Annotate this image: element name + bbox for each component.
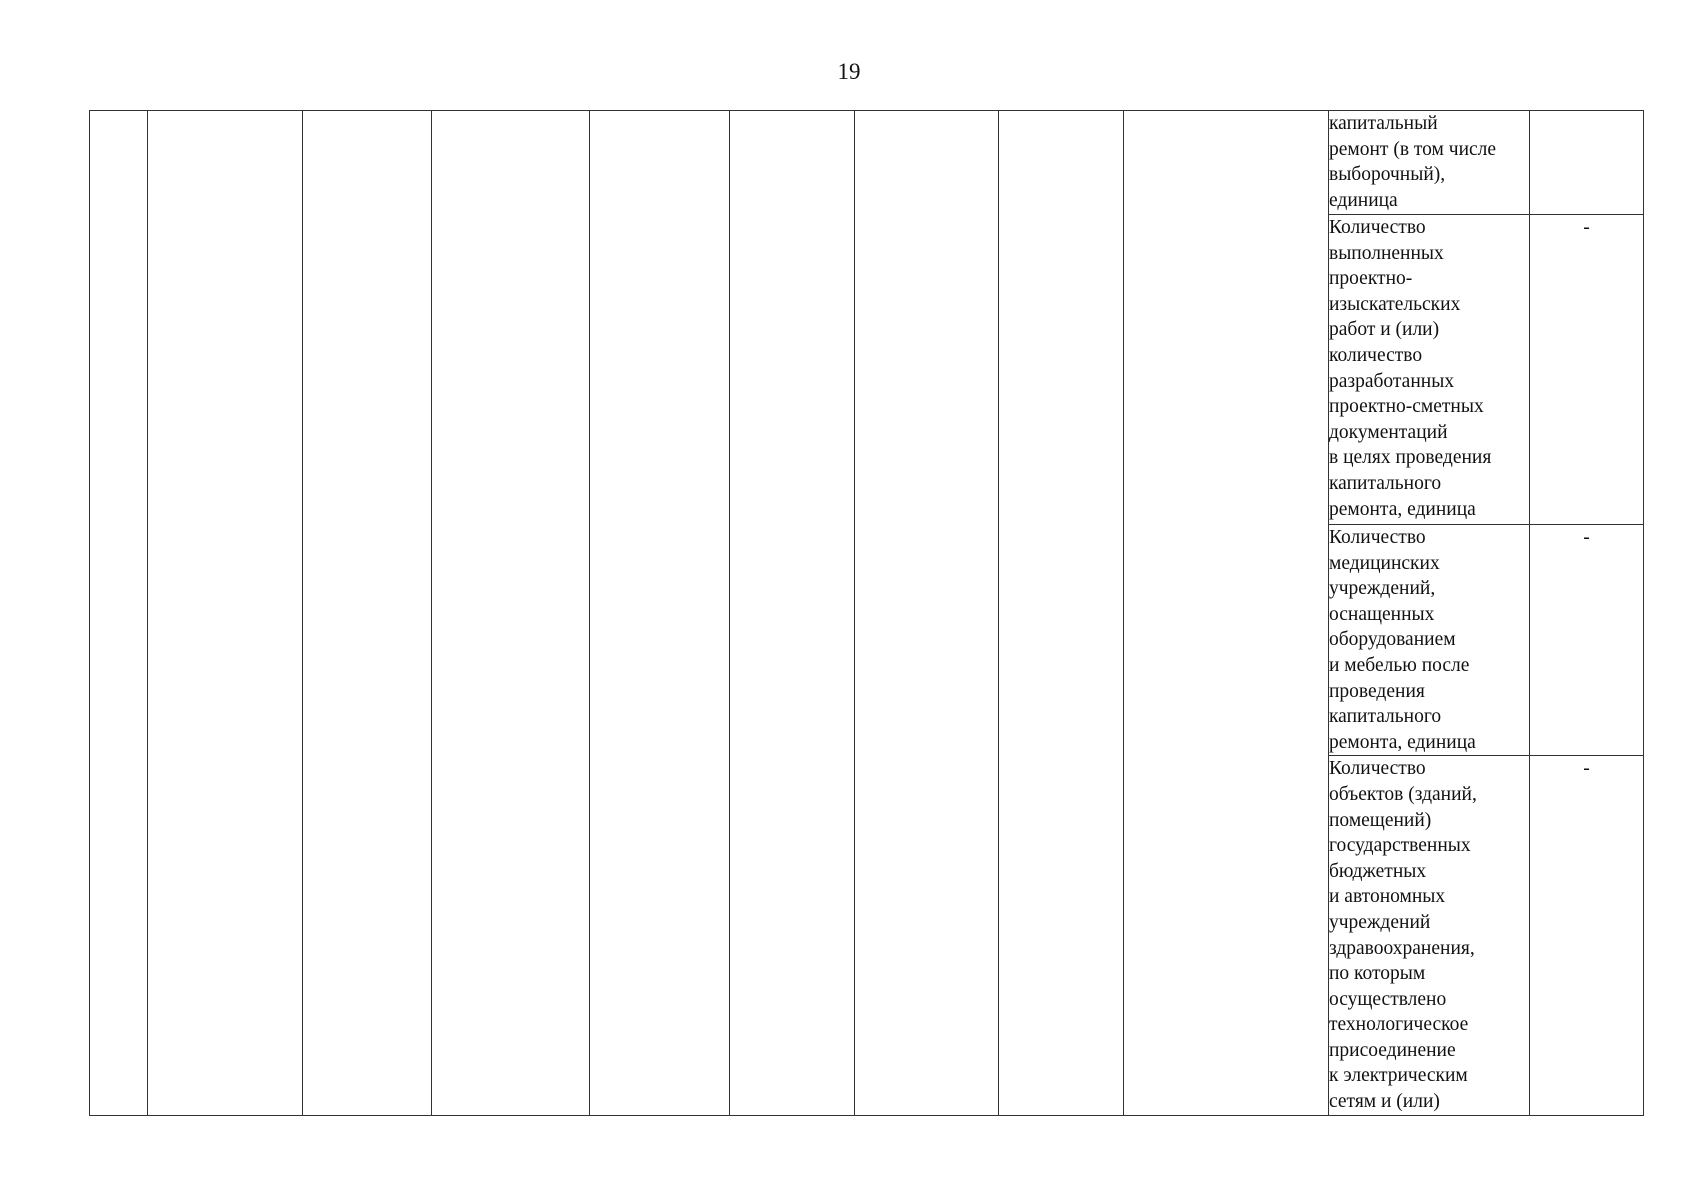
indicator-line: учреждений, — [1329, 578, 1436, 600]
indicator-line: проведения — [1329, 680, 1425, 702]
indicator-line: ремонт (в том числе — [1329, 138, 1497, 160]
indicator-line: Количество — [1329, 527, 1426, 548]
indicator-cell — [1329, 525, 1530, 756]
empty-cell-col1 — [90, 111, 148, 1116]
indicator-line: работ и (или) — [1329, 319, 1440, 341]
indicator-line: ремонта, единица — [1329, 498, 1476, 520]
indicator-line: по которым — [1329, 963, 1426, 985]
indicator-line: медицинских — [1329, 552, 1440, 574]
indicator-cell — [1329, 215, 1530, 525]
empty-cell-col9 — [1124, 111, 1329, 1116]
value-cell — [1530, 111, 1644, 215]
indicator-line: разработанных — [1329, 370, 1455, 392]
value-cell: - — [1530, 525, 1644, 756]
indicator-line: проектно-сметных — [1329, 396, 1484, 418]
indicator-line: капитальный — [1329, 113, 1438, 134]
empty-cell-col7 — [855, 111, 999, 1116]
indicator-line: и мебелью после — [1329, 654, 1470, 676]
indicator-line: и автономных — [1329, 886, 1446, 908]
indicator-line: помещений) — [1329, 809, 1432, 831]
indicator-line: сетям и (или) — [1329, 1091, 1440, 1113]
indicator-line: присоединение — [1329, 1039, 1456, 1061]
table-row — [90, 111, 1644, 215]
indicator-line: учреждений — [1329, 911, 1431, 933]
indicator-line: здравоохранения, — [1329, 937, 1475, 959]
empty-cell-col6 — [730, 111, 855, 1116]
empty-cell-col3 — [303, 111, 432, 1116]
indicator-cell — [1329, 111, 1530, 215]
empty-cell-col2 — [148, 111, 303, 1116]
indicator-cell — [1329, 756, 1530, 1116]
indicator-line: Количество — [1329, 217, 1426, 238]
value-cell: - — [1530, 756, 1644, 1116]
indicator-line: технологическое — [1329, 1014, 1469, 1036]
indicator-line: оборудованием — [1329, 629, 1456, 651]
empty-cell-col5 — [590, 111, 730, 1116]
value-cell: - — [1530, 215, 1644, 525]
indicator-line: капитального — [1329, 472, 1442, 494]
indicator-line: документаций — [1329, 421, 1448, 443]
program-table — [89, 110, 1644, 1116]
indicator-line: капитального — [1329, 706, 1442, 728]
indicator-line: оснащенных — [1329, 603, 1435, 625]
indicator-line: проектно- — [1329, 268, 1413, 290]
empty-cell-col8 — [999, 111, 1124, 1116]
empty-cell-col4 — [432, 111, 590, 1116]
indicator-line: государственных — [1329, 835, 1471, 857]
indicator-line: в целях проведения — [1329, 447, 1492, 469]
indicator-line: выборочный), — [1329, 164, 1446, 186]
indicator-line: ремонта, единица — [1329, 731, 1476, 753]
indicator-line: Количество — [1329, 758, 1426, 780]
indicator-line: осуществлено — [1329, 988, 1447, 1010]
page-number: 19 — [837, 59, 861, 84]
indicator-line: изыскательских — [1329, 293, 1461, 315]
indicator-line: бюджетных — [1329, 860, 1427, 882]
indicator-line: объектов (зданий, — [1329, 783, 1477, 805]
indicator-line: выполненных — [1329, 242, 1444, 264]
indicator-line: единица — [1329, 189, 1398, 211]
indicator-line: к электрическим — [1329, 1065, 1468, 1087]
indicator-line: количество — [1329, 344, 1423, 366]
